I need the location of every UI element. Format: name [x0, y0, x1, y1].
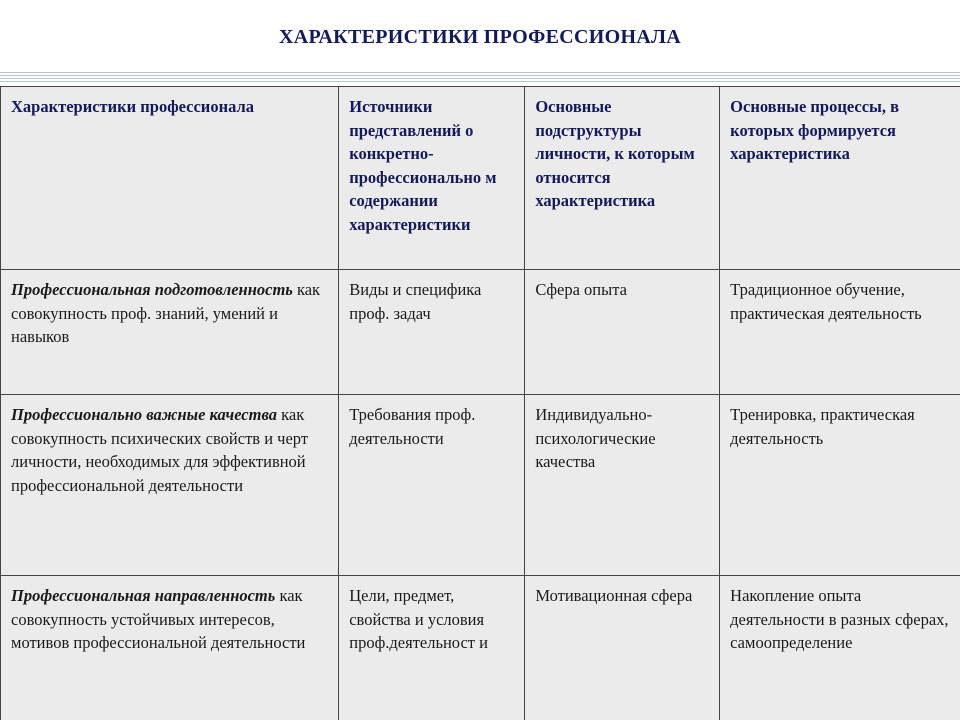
table-row — [1, 270, 960, 395]
characteristic-definition: как совокупность проф. знаний, умений и навыков — [11, 280, 321, 346]
characteristic-term: Профессиональная подготовленность — [11, 280, 293, 299]
table-row — [1, 576, 960, 720]
table-row — [1, 395, 960, 576]
decorative-stripes — [0, 72, 960, 84]
cell-processes: Традиционное обучение, практическая деятельность — [720, 270, 960, 395]
cell-characteristic — [1, 395, 339, 576]
cell-substructures: Сфера опыта — [525, 270, 720, 395]
cell-characteristic — [1, 576, 339, 720]
table-header-row — [1, 87, 960, 270]
characteristic-term: Профессиональная направленность — [11, 586, 276, 605]
characteristic-definition: как совокупность устойчивых интересов, мотивов профессиональной деятельности — [11, 586, 306, 652]
header-sources: Источники представлений о конкретно-профессионально м содержании характеристики — [339, 87, 525, 270]
cell-sources: Требования проф. деятельности — [339, 395, 525, 576]
header-characteristics: Характеристики профессионала — [1, 87, 339, 270]
characteristics-table — [0, 86, 960, 720]
cell-processes: Тренировка, практическая деятельность — [720, 395, 960, 576]
cell-characteristic — [1, 270, 339, 395]
cell-processes: Накопление опыта деятельности в разных сферах, самоопределение — [720, 576, 960, 720]
characteristic-term: Профессионально важные качества — [11, 405, 277, 424]
title-band — [0, 0, 960, 72]
header-substructures: Основные подструктуры личности, к которым относится характеристика — [525, 87, 720, 270]
cell-substructures: Индивидуально-психологические качества — [525, 395, 720, 576]
characteristic-definition: как совокупность психических свойств и черт личности, необходимых для эффективной профессиональной деятельности — [11, 405, 309, 495]
slide-title: ХАРАКТЕРИСТИКИ ПРОФЕССИОНАЛА — [278, 26, 682, 48]
header-processes: Основные процессы, в которых формируется характеристика — [720, 87, 960, 270]
cell-sources: Виды и специфика проф. задач — [339, 270, 525, 395]
table-container — [0, 86, 960, 720]
cell-substructures: Мотивационная сфера — [525, 576, 720, 720]
cell-sources: Цели, предмет, свойства и условия проф.деятельност и — [339, 576, 525, 720]
